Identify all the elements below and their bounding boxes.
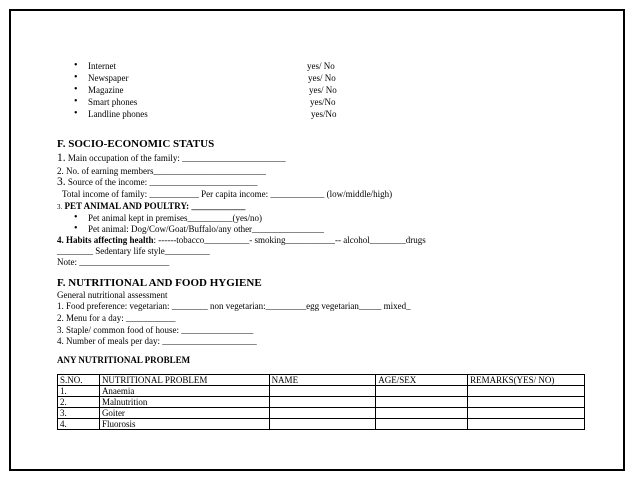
table-cell: 2.	[58, 397, 100, 408]
section-heading-nutrition: F. NUTRITIONAL AND FOOD HYGIENE	[57, 277, 262, 289]
table-row	[58, 419, 585, 430]
media-value: yes/ No	[309, 85, 337, 95]
table-header: NUTRITIONAL PROBLEM	[99, 375, 269, 386]
pet-number: 3.	[57, 203, 63, 211]
table-cell: Malnutrition	[99, 397, 269, 408]
media-item: • Magazine	[88, 85, 123, 96]
table-row	[58, 386, 585, 397]
media-item: • Internet	[88, 61, 116, 72]
socio-q3-text: Source of the income: ________________________	[67, 177, 258, 187]
pet-heading: PET ANIMAL AND POULTRY: ____________	[64, 201, 246, 211]
table-cell	[269, 419, 376, 430]
socio-income: Total income of family: ___________ Per capita income: ____________ (low/middle/high)	[62, 189, 393, 199]
pet-item: • Pet animal: Dog/Cow/Goat/Buffalo/any other________________	[88, 224, 324, 235]
nutrition-sub: General nutritional assessment	[57, 290, 168, 300]
socio-note: Note: ____________________	[57, 257, 170, 267]
media-value: yes/ No	[307, 61, 335, 71]
nutrition-q4: 4. Number of meals per day: _____________________	[57, 336, 257, 346]
table-cell: Goiter	[99, 408, 269, 419]
nutrition-q3: 3. Staple/ common food of house: ________________	[57, 325, 254, 335]
socio-q1-text: Main occupation of the family: _______________________	[67, 153, 286, 163]
socio-habits-line2: ________ Sedentary life style__________	[57, 246, 210, 256]
nutrition-q2: 2. Menu for a day: ___________	[57, 313, 176, 323]
table-header: S.NO.	[58, 375, 100, 386]
problem-heading: ANY NUTRITIONAL PROBLEM	[57, 355, 191, 365]
table-cell	[468, 397, 585, 408]
table-header-row	[58, 375, 585, 386]
media-value: yes/No	[311, 109, 337, 119]
socio-pet	[57, 201, 245, 213]
table-row	[58, 408, 585, 419]
nutrition-problem-table	[57, 374, 585, 430]
socio-q1	[57, 153, 286, 164]
habits-label: 4. Habits affecting health	[57, 235, 154, 245]
table-cell	[376, 386, 468, 397]
media-item: • Smart phones	[88, 97, 137, 108]
table-row	[58, 397, 585, 408]
table-cell: Anaemia	[99, 386, 269, 397]
table-cell: Fluorosis	[99, 419, 269, 430]
table-cell: 1.	[58, 386, 100, 397]
table-header: REMARKS(YES/ NO)	[468, 375, 585, 386]
media-item: • Landline phones	[88, 109, 148, 120]
socio-q1-number: 1.	[57, 152, 66, 164]
table-cell	[269, 408, 376, 419]
media-value: yes/ No	[308, 73, 336, 83]
table-cell	[376, 419, 468, 430]
section-heading-socio: F. SOCIO-ECONOMIC STATUS	[57, 138, 215, 150]
habits-text: : ------tobacco__________- smoking___________-- alcohol________drugs	[153, 235, 426, 245]
socio-q3-number: 3.	[57, 176, 66, 188]
table-cell	[376, 408, 468, 419]
socio-habits	[57, 235, 426, 246]
table-cell	[468, 386, 585, 397]
table-cell	[269, 397, 376, 408]
table-cell	[468, 419, 585, 430]
table-cell	[269, 386, 376, 397]
table-header: AGE/SEX	[376, 375, 468, 386]
table-cell	[468, 408, 585, 419]
table-cell: 3.	[58, 408, 100, 419]
table-cell: 4.	[58, 419, 100, 430]
table-header: NAME	[269, 375, 376, 386]
nutrition-q1: 1. Food preference: vegetarian: ________ non vegetarian:_________egg vegetarian_____ mixed_	[57, 301, 411, 311]
socio-q2: 2. No. of earning members_________________________	[57, 166, 266, 176]
socio-q3	[57, 177, 257, 188]
table-cell	[376, 397, 468, 408]
media-item: • Newspaper	[88, 73, 128, 84]
media-value: yes/No	[310, 97, 336, 107]
pet-item: • Pet animal kept in premises__________(yes/no)	[88, 213, 262, 224]
